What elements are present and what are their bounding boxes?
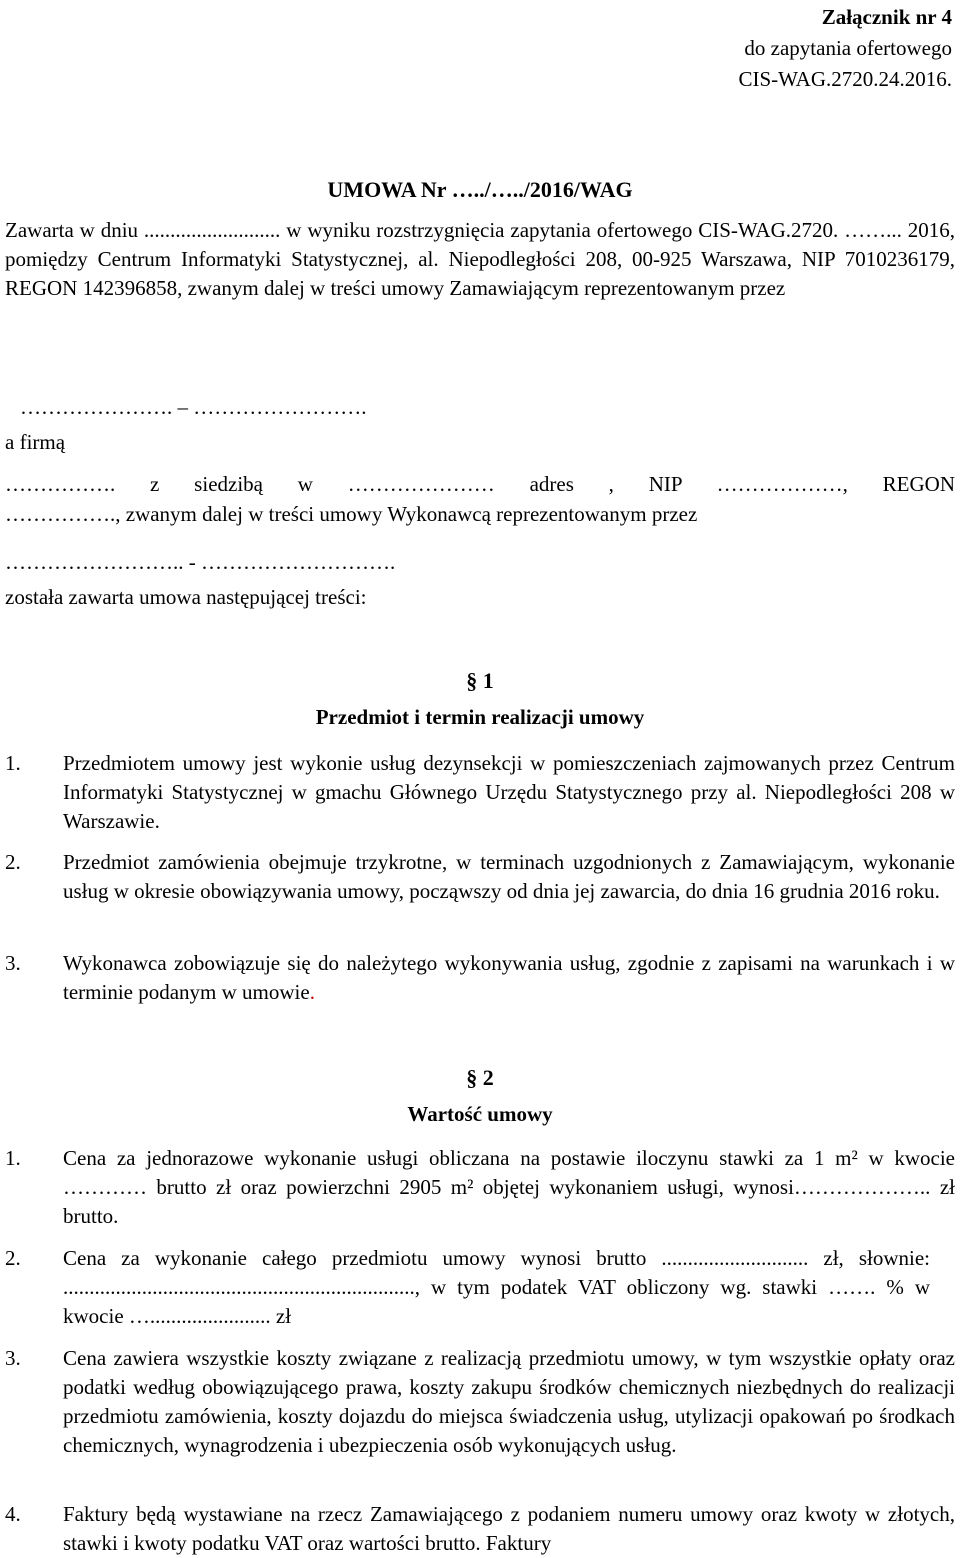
representative-line: …………………. – …………………….	[20, 395, 367, 419]
section-1-item-3	[5, 949, 955, 1007]
contractor-line-1: ……………. z siedzibą w ………………… adres , NIP ………………, REGON	[5, 472, 955, 496]
item-text: Cena za wykonanie całego przedmiotu umowy wynosi brutto ............................ zł, słownie: ..................................................................., w tym podatek VAT obliczony wg. stawki ……. % w kwocie …....................... zł	[63, 1246, 930, 1328]
section-1-symbol: § 1	[466, 668, 494, 693]
contractor-line-2: ……………., zwanym dalej w treści umowy Wykonawcą reprezentowanym przez	[5, 502, 698, 526]
concluded-statement: została zawarta umowa następującej treści:	[5, 585, 367, 609]
item-text-period: .	[309, 980, 315, 1004]
item-text: Cena zawiera wszystkie koszty związane z realizacją przedmiotu umowy, w tym wszystkie opłaty oraz podatki według obowiązującego prawa, koszty zakupu środków chemicznych niezbędnych do realizacji przedmiotu zamówienia, koszty dojazdu do miejsca świadczenia usług, utylizacji opakowań po środkach chemicznych, wynagrodzenia i ubezpieczenia osób wykonujących usług.	[63, 1346, 955, 1457]
section-1-number: 1	[482, 668, 494, 693]
annex-line-2: do zapytania ofertowego	[744, 36, 952, 60]
annex-title: Załącznik nr 4	[821, 5, 952, 29]
item-number: 4.	[5, 1502, 21, 1526]
section-2-item-4	[5, 1500, 955, 1558]
item-number: 3.	[5, 951, 21, 975]
item-number: 1.	[5, 1146, 21, 1170]
a-firma-label: a firmą	[5, 430, 66, 454]
section-2-header	[0, 1063, 960, 1129]
section-2-item-1	[5, 1144, 955, 1231]
item-text: Faktury będą wystawiane na rzecz Zamawiającego z podaniem numeru umowy oraz kwoty w złotych, stawki i kwoty podatku VAT oraz wartości brutto. Faktury	[63, 1502, 955, 1555]
item-number: 3.	[5, 1346, 21, 1370]
section-1-header	[0, 666, 960, 732]
item-number: 2.	[5, 850, 21, 874]
section-2-item-2	[5, 1244, 955, 1331]
section-2-symbol: § 2	[466, 1065, 494, 1090]
section-2-heading: Wartość umowy	[407, 1102, 553, 1126]
item-text: Przedmiotem umowy jest wykonie usług dezynsekcji w pomieszczeniach zajmowanych przez Centrum Informatyki Statystycznej w gmachu Głównego Urzędu Statystycznego przy al. Niepodległości 208 w Warszawie.	[63, 751, 955, 833]
section-1-item-1	[5, 749, 955, 836]
section-1-heading: Przedmiot i termin realizacji umowy	[315, 705, 645, 729]
item-number: 1.	[5, 751, 21, 775]
contractor-representative-line: …………………….. - ……………………….	[5, 550, 396, 574]
annex-line-3: CIS-WAG.2720.24.2016.	[738, 67, 952, 91]
item-text	[63, 949, 955, 1007]
section-2-number: 2	[482, 1065, 494, 1090]
section-1-item-2	[5, 848, 955, 906]
intro-paragraph: Zawarta w dniu .......................... w wyniku rozstrzygnięcia zapytania ofertowego CIS-WAG.2720. ……... 2016, pomiędzy Centrum Informatyki Statystycznej, al. Niepodległości 208, 00-925 Warszawa, NIP 7010236179, REGON 142396858, zwanym dalej w treści umowy Zamawiającym reprezentowanym przez	[5, 218, 955, 300]
contract-title: UMOWA Nr …../…../2016/WAG	[327, 177, 633, 202]
item-number: 2.	[5, 1246, 21, 1270]
section-2-item-3	[5, 1344, 955, 1460]
item-text: Przedmiot zamówienia obejmuje trzykrotne, w terminach uzgodnionych z Zamawiającym, wykonanie usług w okresie obowiązywania umowy, począwszy od dnia jej zawarcia, do dnia 16 grudnia 2016 roku.	[63, 850, 955, 903]
item-text-body: Wykonawca zobowiązuje się do należytego wykonywania usług, zgodnie z zapisami na warunkach i w terminie podanym w umowie	[63, 951, 955, 1004]
annex-header	[739, 2, 953, 95]
item-text: Cena za jednorazowe wykonanie usługi obliczana na postawie iloczynu stawki za 1 m² w kwocie ………… brutto zł oraz powierzchni 2905 m² objętej wykonaniem usługi, wynosi……………….. zł brutto.	[63, 1146, 955, 1228]
